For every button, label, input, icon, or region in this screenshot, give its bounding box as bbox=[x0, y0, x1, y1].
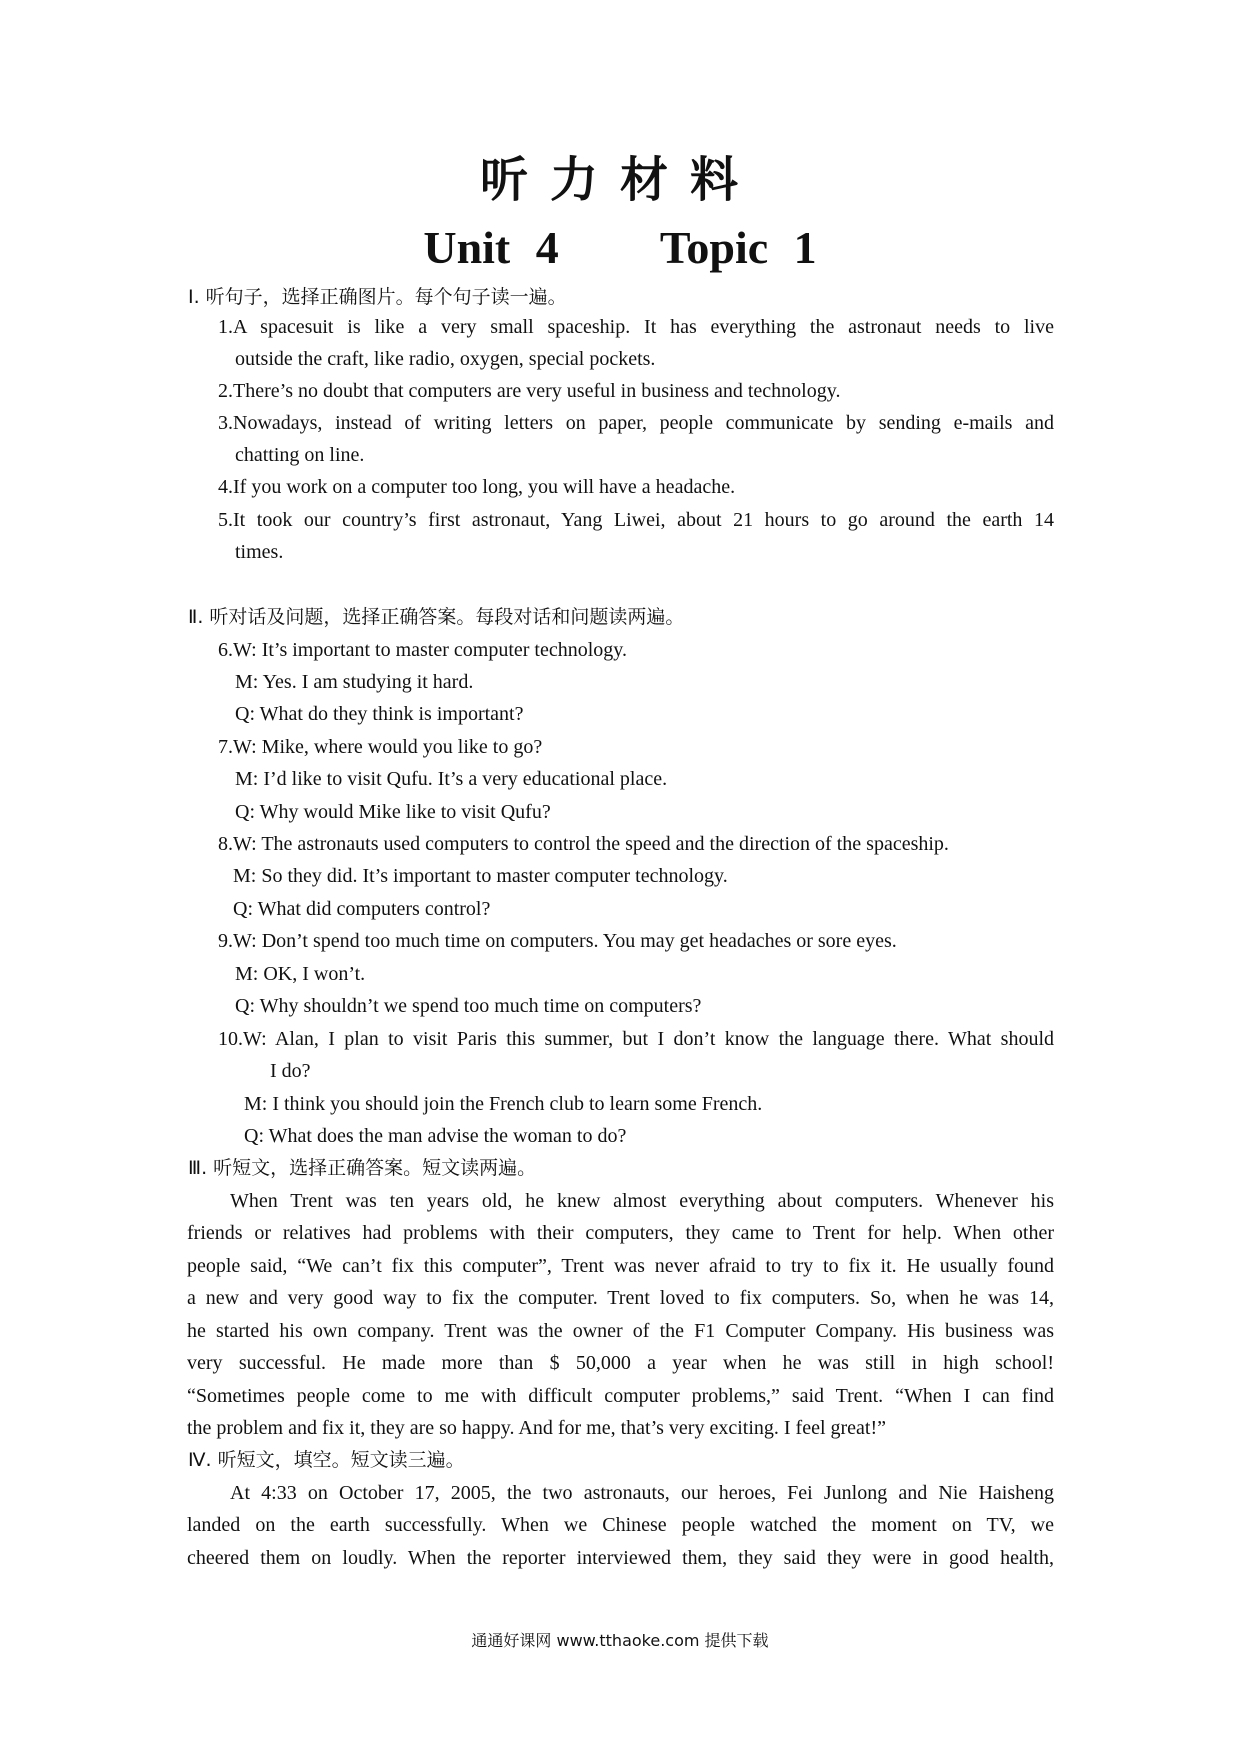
text-line: people said, “We can’t fix this computer”, Trent was never afraid to try to fix it. He usually found bbox=[187, 1255, 1054, 1277]
text-line: Q: What do they think is important? bbox=[235, 703, 524, 725]
section-3-heading: Ⅲ. 听短文，选择正确答案。短文读两遍。 bbox=[188, 1157, 537, 1179]
text-line: the problem and fix it, they are so happy. And for me, that’s very exciting. I feel great!” bbox=[187, 1417, 887, 1439]
text-line: a new and very good way to fix the computer. Trent loved to fix computers. So, when he was 14, bbox=[187, 1287, 1054, 1309]
page-title-chinese: 听力材料 bbox=[479, 152, 760, 208]
text-line: I do? bbox=[270, 1060, 311, 1082]
text-line: times. bbox=[235, 541, 284, 563]
text-line: 2.There’s no doubt that computers are very useful in business and technology. bbox=[218, 380, 841, 402]
text-line: Q: What does the man advise the woman to do? bbox=[244, 1125, 627, 1147]
text-line: Q: Why would Mike like to visit Qufu? bbox=[235, 801, 551, 823]
text-line: When Trent was ten years old, he knew almost everything about computers. Whenever his bbox=[230, 1190, 1054, 1212]
page-title-unit-topic: Unit 4 Topic 1 bbox=[423, 222, 817, 273]
text-line: Q: What did computers control? bbox=[233, 898, 491, 920]
section-4-heading: Ⅳ. 听短文，填空。短文读三遍。 bbox=[188, 1449, 465, 1471]
text-line: 5.It took our country’s first astronaut, Yang Liwei, about 21 hours to go around the earth 14 bbox=[218, 509, 1054, 531]
text-line: M: I’d like to visit Qufu. It’s a very educational place. bbox=[235, 768, 668, 790]
text-line: Q: Why shouldn’t we spend too much time on computers? bbox=[235, 995, 702, 1017]
section-2-heading: Ⅱ. 听对话及问题，选择正确答案。每段对话和问题读两遍。 bbox=[188, 606, 685, 628]
footer-credit: 通通好课网 www.tthaoke.com 提供下载 bbox=[471, 1631, 769, 1650]
text-line: 3.Nowadays, instead of writing letters on paper, people communicate by sending e-mails and bbox=[218, 412, 1054, 434]
text-line: 7.W: Mike, where would you like to go? bbox=[218, 736, 543, 758]
text-line: 6.W: It’s important to master computer technology. bbox=[218, 639, 627, 661]
text-line: very successful. He made more than $ 50,000 a year when he was still in high school! bbox=[187, 1352, 1054, 1374]
text-line: he started his own company. Trent was the owner of the F1 Computer Company. His business was bbox=[187, 1320, 1054, 1342]
text-line: outside the craft, like radio, oxygen, special pockets. bbox=[235, 348, 656, 370]
text-line: cheered them on loudly. When the reporter interviewed them, they said they were in good health, bbox=[187, 1547, 1054, 1569]
text-line: 4.If you work on a computer too long, you will have a headache. bbox=[218, 476, 736, 498]
text-line: “Sometimes people come to me with difficult computer problems,” said Trent. “When I can find bbox=[187, 1385, 1054, 1407]
text-line: At 4:33 on October 17, 2005, the two astronauts, our heroes, Fei Junlong and Nie Haisheng bbox=[230, 1482, 1054, 1504]
text-line: friends or relatives had problems with their computers, they came to Trent for help. When other bbox=[187, 1222, 1054, 1244]
text-line: M: Yes. I am studying it hard. bbox=[235, 671, 474, 693]
text-line: 9.W: Don’t spend too much time on computers. You may get headaches or sore eyes. bbox=[218, 930, 897, 952]
text-line: 10.W: Alan, I plan to visit Paris this summer, but I don’t know the language there. What should bbox=[218, 1028, 1054, 1050]
text-line: chatting on line. bbox=[235, 444, 365, 466]
text-line: landed on the earth successfully. When we Chinese people watched the moment on TV, we bbox=[187, 1514, 1054, 1536]
text-line: 1.A spacesuit is like a very small spaceship. It has everything the astronaut needs to live bbox=[218, 316, 1054, 338]
text-line: M: So they did. It’s important to master computer technology. bbox=[233, 865, 728, 887]
section-1-heading: Ⅰ. 听句子，选择正确图片。每个句子读一遍。 bbox=[188, 286, 567, 308]
text-line: 8.W: The astronauts used computers to control the speed and the direction of the spaceship. bbox=[218, 833, 949, 855]
text-line: M: I think you should join the French club to learn some French. bbox=[244, 1093, 763, 1115]
text-line: M: OK, I won’t. bbox=[235, 963, 366, 985]
